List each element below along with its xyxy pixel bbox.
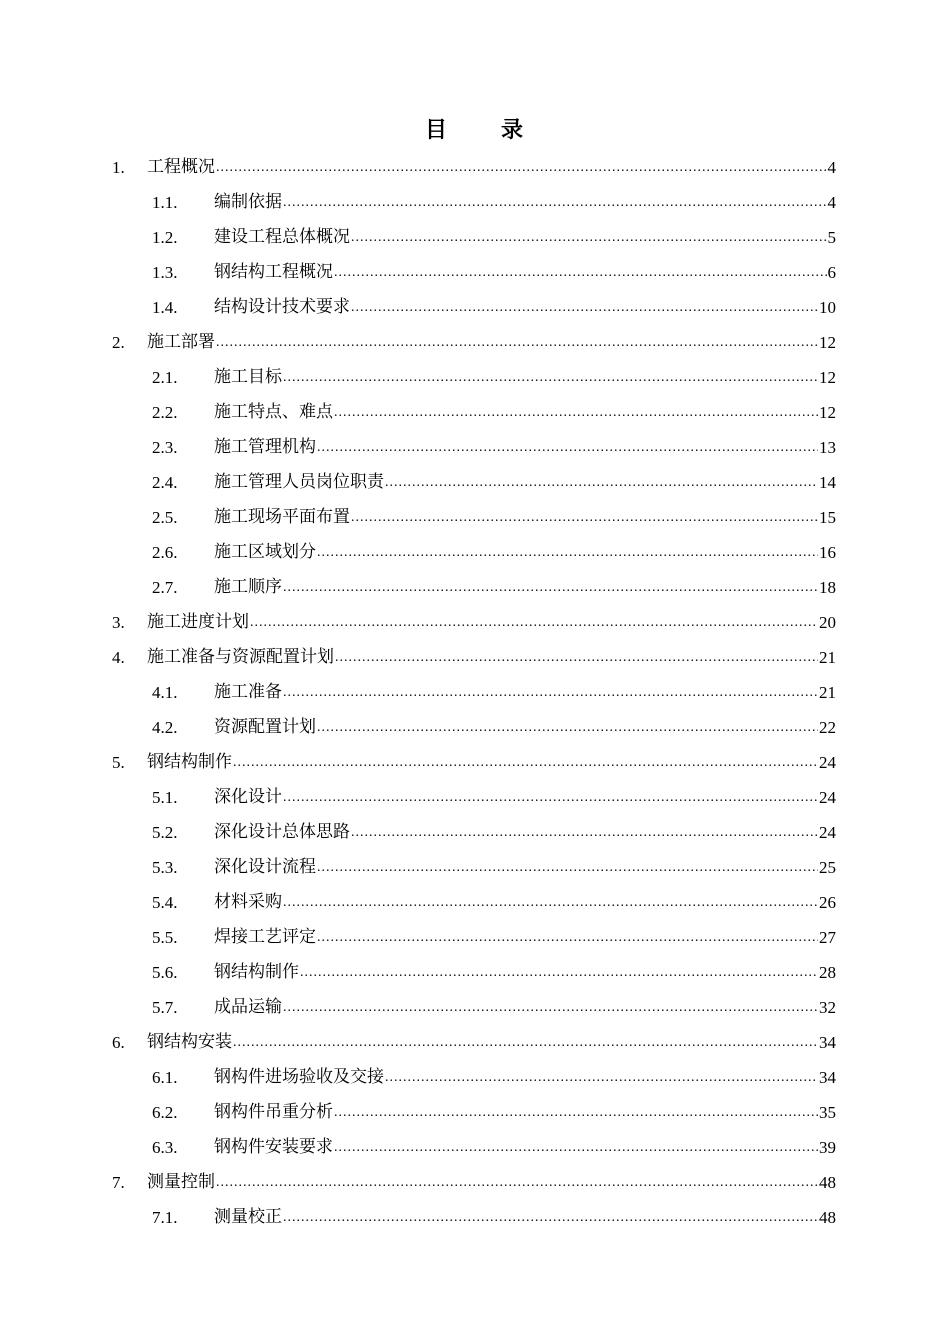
toc-entry-section[interactable] bbox=[112, 185, 836, 220]
toc-entry-number: 5.3. bbox=[152, 858, 178, 877]
toc-entry-label: 钢结构制作 bbox=[147, 752, 232, 772]
toc-entry-chapter[interactable] bbox=[112, 1165, 836, 1200]
title-char-1: 目 bbox=[424, 117, 449, 143]
toc-entry-page-number: 12 bbox=[819, 333, 836, 352]
toc-entry-number: 2.7. bbox=[152, 578, 178, 597]
toc-entry-section[interactable] bbox=[112, 885, 836, 920]
toc-entry-page-number: 24 bbox=[819, 788, 836, 807]
toc-dot-leader bbox=[283, 990, 818, 1025]
toc-entry-section[interactable] bbox=[112, 360, 836, 395]
toc-entry-label: 钢构件安装要求 bbox=[214, 1137, 333, 1157]
toc-entry-chapter[interactable] bbox=[112, 325, 836, 360]
toc-entry-page-number: 12 bbox=[819, 403, 836, 422]
toc-entry-number: 4.1. bbox=[152, 683, 178, 702]
toc-entry-number: 7. bbox=[112, 1173, 125, 1192]
toc-entry-number: 2.1. bbox=[152, 368, 178, 387]
toc-entry-page-number: 48 bbox=[819, 1208, 836, 1227]
toc-dot-leader bbox=[283, 360, 818, 395]
toc-entry-number: 2.5. bbox=[152, 508, 178, 527]
toc-dot-leader bbox=[351, 500, 818, 535]
toc-entry-label: 成品运输 bbox=[214, 997, 282, 1017]
toc-entry-label: 钢结构工程概况 bbox=[214, 262, 333, 282]
toc-entry-number: 2.4. bbox=[152, 473, 178, 492]
toc-entry-number: 4.2. bbox=[152, 718, 178, 737]
toc-entry-label: 材料采购 bbox=[214, 892, 282, 912]
toc-entry-section[interactable] bbox=[112, 570, 836, 605]
toc-entry-page-number: 25 bbox=[819, 858, 836, 877]
toc-entry-number: 4. bbox=[112, 648, 125, 667]
toc-entry-page-number: 48 bbox=[819, 1173, 836, 1192]
toc-entry-label: 建设工程总体概况 bbox=[214, 227, 350, 247]
toc-dot-leader bbox=[351, 290, 818, 325]
toc-entry-section[interactable] bbox=[112, 1095, 836, 1130]
toc-dot-leader bbox=[216, 1165, 818, 1200]
toc-entry-page-number: 34 bbox=[819, 1033, 836, 1052]
toc-dot-leader bbox=[334, 1095, 818, 1130]
toc-dot-leader bbox=[233, 745, 818, 780]
toc-entry-page-number: 28 bbox=[819, 963, 836, 982]
toc-entry-section[interactable] bbox=[112, 220, 836, 255]
toc-dot-leader bbox=[385, 465, 818, 500]
toc-entry-section[interactable] bbox=[112, 990, 836, 1025]
toc-entry-page-number: 21 bbox=[819, 648, 836, 667]
toc-entry-section[interactable] bbox=[112, 395, 836, 430]
toc-entry-page-number: 4 bbox=[827, 193, 836, 212]
toc-entry-page-number: 24 bbox=[819, 823, 836, 842]
toc-entry-number: 1.3. bbox=[152, 263, 178, 282]
toc-entry-section[interactable] bbox=[112, 1200, 836, 1235]
toc-entry-label: 钢构件进场验收及交接 bbox=[214, 1067, 384, 1087]
toc-entry-label: 施工部署 bbox=[147, 332, 215, 352]
toc-entry-section[interactable] bbox=[112, 675, 836, 710]
toc-dot-leader bbox=[317, 535, 818, 570]
toc-entry-number: 6.1. bbox=[152, 1068, 178, 1087]
toc-entry-label: 深化设计 bbox=[214, 787, 282, 807]
title-char-2: 录 bbox=[501, 117, 526, 143]
toc-entry-number: 3. bbox=[112, 613, 125, 632]
toc-entry-section[interactable] bbox=[112, 710, 836, 745]
toc-dot-leader bbox=[335, 640, 818, 675]
toc-entry-number: 2.3. bbox=[152, 438, 178, 457]
toc-entry-label: 施工准备与资源配置计划 bbox=[147, 647, 334, 667]
toc-entry-page-number: 6 bbox=[827, 263, 836, 282]
toc-entry-page-number: 39 bbox=[819, 1138, 836, 1157]
toc-entry-label: 施工管理人员岗位职责 bbox=[214, 472, 384, 492]
toc-entry-label: 钢结构制作 bbox=[214, 962, 299, 982]
toc-entry-number: 6.2. bbox=[152, 1103, 178, 1122]
toc-entry-label: 资源配置计划 bbox=[214, 717, 316, 737]
toc-dot-leader bbox=[317, 710, 818, 745]
toc-entry-label: 施工准备 bbox=[214, 682, 282, 702]
toc-entry-number: 1.4. bbox=[152, 298, 178, 317]
toc-entry-label: 焊接工艺评定 bbox=[214, 927, 316, 947]
page-title bbox=[0, 113, 950, 144]
toc-entry-page-number: 21 bbox=[819, 683, 836, 702]
toc-entry-chapter[interactable] bbox=[112, 640, 836, 675]
toc-entry-label: 测量校正 bbox=[214, 1207, 282, 1227]
toc-entry-label: 施工现场平面布置 bbox=[214, 507, 350, 527]
toc-entry-section[interactable] bbox=[112, 500, 836, 535]
toc-dot-leader bbox=[283, 885, 818, 920]
toc-entry-section[interactable] bbox=[112, 290, 836, 325]
toc-dot-leader bbox=[283, 185, 827, 220]
toc-entry-label: 施工顺序 bbox=[214, 577, 282, 597]
toc-entry-section[interactable] bbox=[112, 430, 836, 465]
toc-entry-number: 5.1. bbox=[152, 788, 178, 807]
toc-entry-number: 7.1. bbox=[152, 1208, 178, 1227]
toc-entry-page-number: 22 bbox=[819, 718, 836, 737]
toc-entry-label: 钢结构安装 bbox=[147, 1032, 232, 1052]
toc-entry-page-number: 34 bbox=[819, 1068, 836, 1087]
toc-entry-label: 工程概况 bbox=[147, 157, 215, 177]
toc-entry-number: 2. bbox=[112, 333, 125, 352]
toc-entry-page-number: 4 bbox=[827, 158, 836, 177]
toc-entry-number: 1.2. bbox=[152, 228, 178, 247]
toc-entry-label: 编制依据 bbox=[214, 192, 282, 212]
toc-entry-label: 施工管理机构 bbox=[214, 437, 316, 457]
toc-entry-label: 施工目标 bbox=[214, 367, 282, 387]
toc-dot-leader bbox=[283, 1200, 818, 1235]
toc-entry-page-number: 16 bbox=[819, 543, 836, 562]
toc-entry-chapter[interactable] bbox=[112, 745, 836, 780]
toc-entry-section[interactable] bbox=[112, 920, 836, 955]
toc-entry-page-number: 15 bbox=[819, 508, 836, 527]
toc-entry-number: 5.6. bbox=[152, 963, 178, 982]
toc-entry-page-number: 13 bbox=[819, 438, 836, 457]
toc-dot-leader bbox=[317, 850, 818, 885]
toc-dot-leader bbox=[334, 395, 818, 430]
toc-entry-label: 施工区域划分 bbox=[214, 542, 316, 562]
toc-entry-label: 深化设计总体思路 bbox=[214, 822, 350, 842]
toc-entry-section[interactable] bbox=[112, 535, 836, 570]
toc-entry-section[interactable] bbox=[112, 955, 836, 990]
toc-dot-leader bbox=[334, 255, 827, 290]
toc-entry-page-number: 14 bbox=[819, 473, 836, 492]
toc-entry-page-number: 32 bbox=[819, 998, 836, 1017]
toc-entry-chapter[interactable] bbox=[112, 1025, 836, 1060]
toc-dot-leader bbox=[233, 1025, 818, 1060]
toc-dot-leader bbox=[317, 920, 818, 955]
toc-dot-leader bbox=[250, 605, 818, 640]
toc-entry-number: 2.6. bbox=[152, 543, 178, 562]
toc-dot-leader bbox=[351, 815, 818, 850]
toc-entry-page-number: 26 bbox=[819, 893, 836, 912]
toc-entry-number: 2.2. bbox=[152, 403, 178, 422]
toc-entry-page-number: 20 bbox=[819, 613, 836, 632]
toc-entry-number: 6.3. bbox=[152, 1138, 178, 1157]
toc-entry-page-number: 24 bbox=[819, 753, 836, 772]
toc-entry-number: 1. bbox=[112, 158, 125, 177]
toc-entry-label: 深化设计流程 bbox=[214, 857, 316, 877]
toc-dot-leader bbox=[216, 325, 818, 360]
toc-entry-number: 6. bbox=[112, 1033, 125, 1052]
toc-entry-number: 1.1. bbox=[152, 193, 178, 212]
toc-entry-page-number: 27 bbox=[819, 928, 836, 947]
toc-dot-leader bbox=[351, 220, 827, 255]
toc-entry-number: 5.5. bbox=[152, 928, 178, 947]
toc-entry-number: 5.2. bbox=[152, 823, 178, 842]
toc-entry-section[interactable] bbox=[112, 1130, 836, 1165]
toc-dot-leader bbox=[283, 675, 818, 710]
toc-entry-section[interactable] bbox=[112, 465, 836, 500]
toc-dot-leader bbox=[216, 150, 827, 185]
toc-entry-section[interactable] bbox=[112, 1060, 836, 1095]
toc-entry-label: 施工特点、难点 bbox=[214, 402, 333, 422]
toc-entry-section[interactable] bbox=[112, 815, 836, 850]
toc-entry-section[interactable] bbox=[112, 780, 836, 815]
toc-entry-label: 钢构件吊重分析 bbox=[214, 1102, 333, 1122]
toc-entry-number: 5. bbox=[112, 753, 125, 772]
toc-dot-leader bbox=[385, 1060, 818, 1095]
toc-entry-section[interactable] bbox=[112, 255, 836, 290]
toc-dot-leader bbox=[334, 1130, 818, 1165]
toc-dot-leader bbox=[300, 955, 818, 990]
toc-entry-chapter[interactable] bbox=[112, 150, 836, 185]
toc-entry-label: 测量控制 bbox=[147, 1172, 215, 1192]
table-of-contents bbox=[112, 150, 836, 1235]
toc-dot-leader bbox=[283, 780, 818, 815]
toc-entry-chapter[interactable] bbox=[112, 605, 836, 640]
toc-dot-leader bbox=[317, 430, 818, 465]
toc-dot-leader bbox=[283, 570, 818, 605]
toc-entry-page-number: 12 bbox=[819, 368, 836, 387]
toc-entry-section[interactable] bbox=[112, 850, 836, 885]
toc-entry-page-number: 10 bbox=[819, 298, 836, 317]
toc-entry-page-number: 35 bbox=[819, 1103, 836, 1122]
toc-entry-page-number: 5 bbox=[827, 228, 836, 247]
toc-entry-label: 施工进度计划 bbox=[147, 612, 249, 632]
toc-entry-page-number: 18 bbox=[819, 578, 836, 597]
toc-entry-label: 结构设计技术要求 bbox=[214, 297, 350, 317]
toc-entry-number: 5.4. bbox=[152, 893, 178, 912]
toc-entry-number: 5.7. bbox=[152, 998, 178, 1017]
